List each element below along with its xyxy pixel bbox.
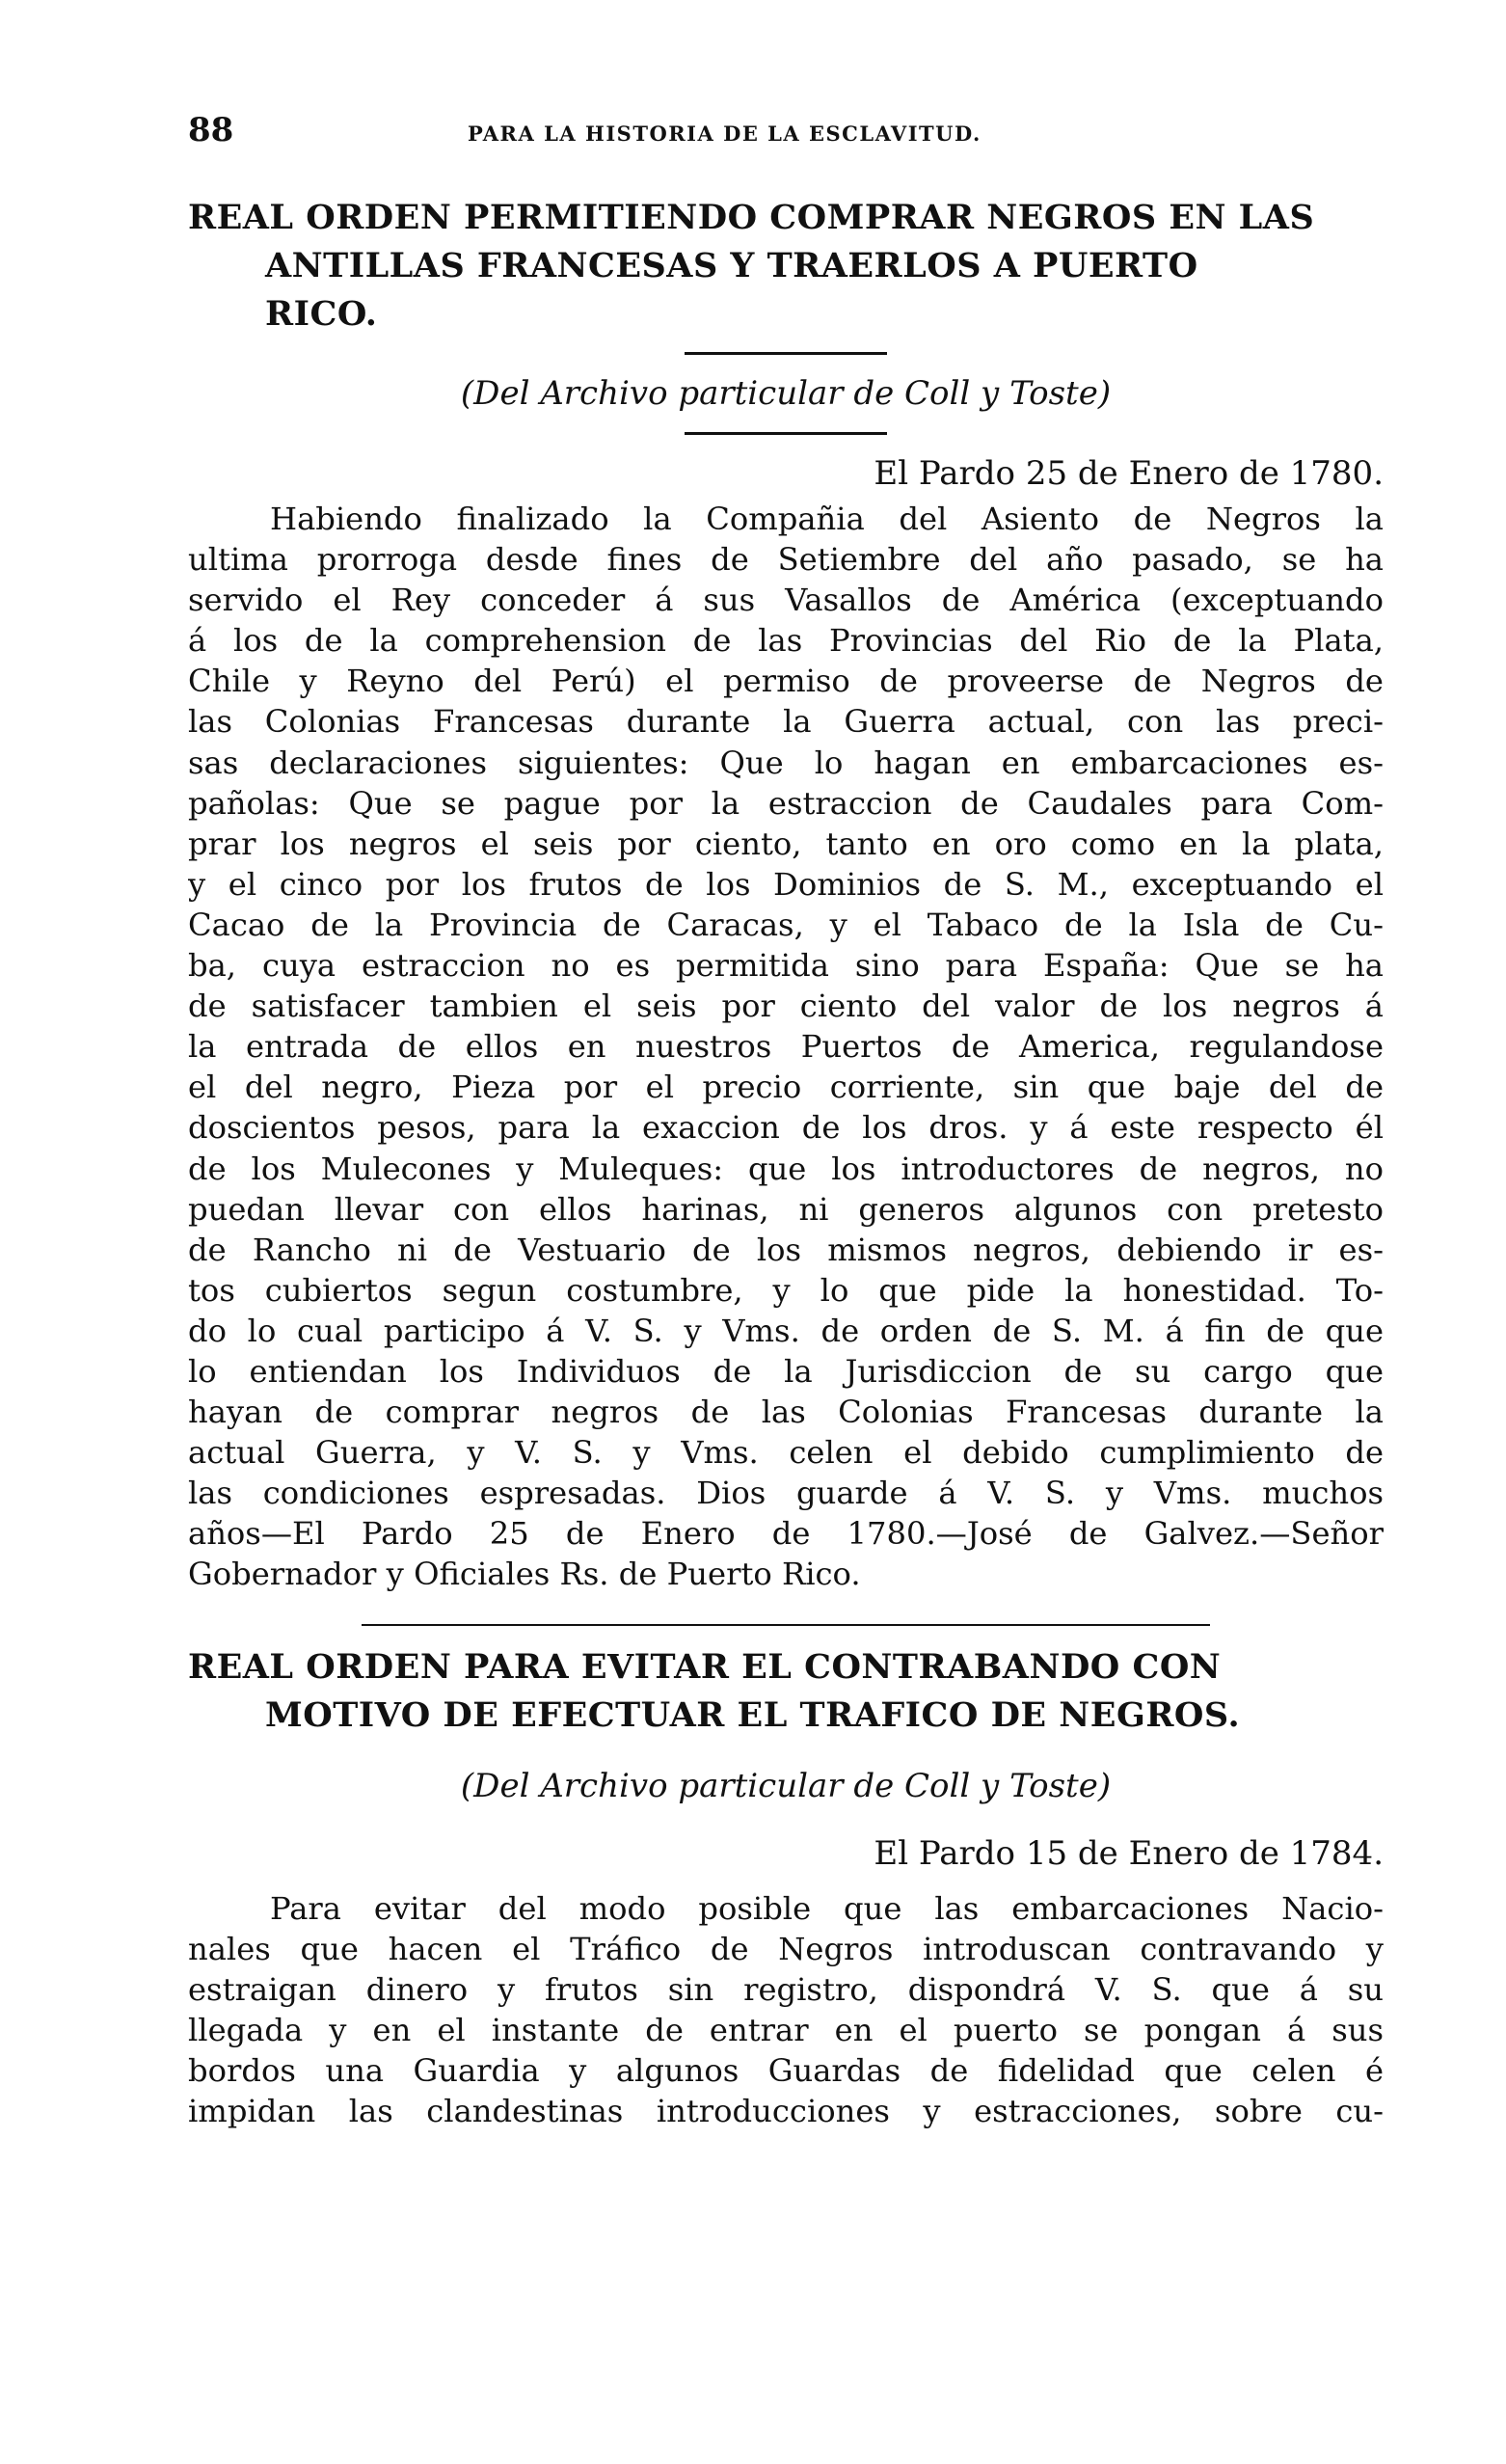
section-1-title [188,194,1384,338]
body-line: actual Guerra, y V. S. y Vms. celen el debido cumplimiento de [188,1434,1384,1472]
body-line: do lo cual participo á V. S. y Vms. de orden de S. M. á fin de que [188,1312,1384,1349]
body-line: las Colonias Francesas durante la Guerra actual, con las preci- [188,703,1384,741]
body-line: de los Mulecones y Muleques: que los introductores de negros, no [188,1150,1384,1187]
section-1-title-line: RICO. [265,294,378,334]
body-line: la entrada de ellos en nuestros Puertos de America, regulandose [188,1028,1384,1066]
body-line: servido el Rey conceder á sus Vasallos de América (exceptuando [188,582,1384,619]
section-1-dateline: El Pardo 25 de Enero de 1780. [874,454,1384,493]
body-line: doscientos pesos, para la exaccion de los dros. y á este respecto él [188,1109,1384,1147]
body-line: y el cinco por los frutos de los Dominios de S. M., exceptuando el [188,865,1384,903]
body-line: hayan de comprar negros de las Colonias Francesas durante la [188,1394,1384,1431]
body-line: sas declaraciones siguientes: Que lo hagan en embarcaciones es- [188,744,1384,781]
body-line: impidan las clandestinas introducciones y estracciones, sobre cu- [188,2093,1384,2129]
body-line: tos cubiertos segun costumbre, y lo que pide la honestidad. To- [188,1271,1384,1309]
body-line: ba, cuya estraccion no es permitida sino para España: Que se ha [188,947,1384,985]
section-2-title-line: MOTIVO DE EFECTUAR EL TRAFICO DE NEGROS. [265,1694,1241,1735]
section-2-title-line: REAL ORDEN PARA EVITAR EL CONTRABANDO CON [188,1646,1222,1687]
body-line: de satisfacer tambien el seis por ciento del valor de los negros á [188,988,1384,1025]
body-line: pañolas: Que se pague por la estraccion de Caudales para Com- [188,784,1384,822]
body-line: Chile y Reyno del Perú) el permiso de proveerse de Negros de [188,663,1384,700]
running-head [188,111,1384,169]
section-1-title-line: REAL ORDEN PERMITIENDO COMPRAR NEGROS EN LAS [188,198,1315,237]
section-divider [362,1624,1210,1626]
section-1-body [188,499,1384,1595]
section-1 [188,194,1384,1595]
section-2-body [188,1888,1384,2132]
section-1-title-line: ANTILLAS FRANCESAS Y TRAERLOS A PUERTO [265,246,1198,285]
body-line: de Rancho ni de Vestuario de los mismos negros, debiendo ir es- [188,1231,1384,1268]
page-number: 88 [188,111,234,149]
body-line: Cacao de la Provincia de Caracas, y el Tabaco de la Isla de Cu- [188,906,1384,943]
body-line: á los de la comprehension de las Provincias del Rio de la Plata, [188,622,1384,660]
body-line: lo entiendan los Individuos de la Jurisdiccion de su cargo que [188,1352,1384,1390]
body-line: estraigan dinero y frutos sin registro, dispondrá V. S. que á su [188,1970,1384,2008]
body-line: prar los negros el seis por ciento, tanto en oro como en la plata, [188,825,1384,862]
body-line: bordos una Guardia y algunos Guardas de fidelidad que celen é [188,2051,1384,2089]
body-line: Para evitar del modo posible que las embarcaciones Nacio- [270,1889,1384,1927]
running-title: PARA LA HISTORIA DE LA ESCLAVITUD. [468,122,982,146]
body-line: Habiendo finalizado la Compañia del Asiento de Negros la [270,501,1384,537]
section-2-title [188,1643,1384,1740]
body-line: ultima prorroga desde fines de Setiembre del año pasado, se ha [188,541,1384,579]
body-line: las condiciones espresadas. Dios guarde á V. S. y Vms. muchos [188,1475,1384,1512]
body-line: puedan llevar con ellos harinas, ni generos algunos con pretesto [188,1190,1384,1228]
section-2 [188,1643,1384,2132]
body-line: nales que hacen el Tráfico de Negros introduscan contravando y [188,1930,1384,1967]
body-line: Gobernador y Oficiales Rs. de Puerto Rico. [188,1556,861,1593]
body-line: años—El Pardo 25 de Enero de 1780.—José de Galvez.—Señor [188,1515,1384,1553]
body-line: el del negro, Pieza por el precio corriente, sin que baje del de [188,1069,1384,1106]
document-page [188,111,1384,2131]
body-line: llegada y en el instante de entrar en el puerto se pongan á sus [188,2011,1384,2048]
section-2-dateline: El Pardo 15 de Enero de 1784. [874,1833,1384,1873]
short-rule [685,432,887,435]
section-1-source: (Del Archivo particular de Coll y Toste) [460,374,1112,413]
section-2-source: (Del Archivo particular de Coll y Toste) [460,1766,1112,1805]
short-rule [685,352,887,355]
